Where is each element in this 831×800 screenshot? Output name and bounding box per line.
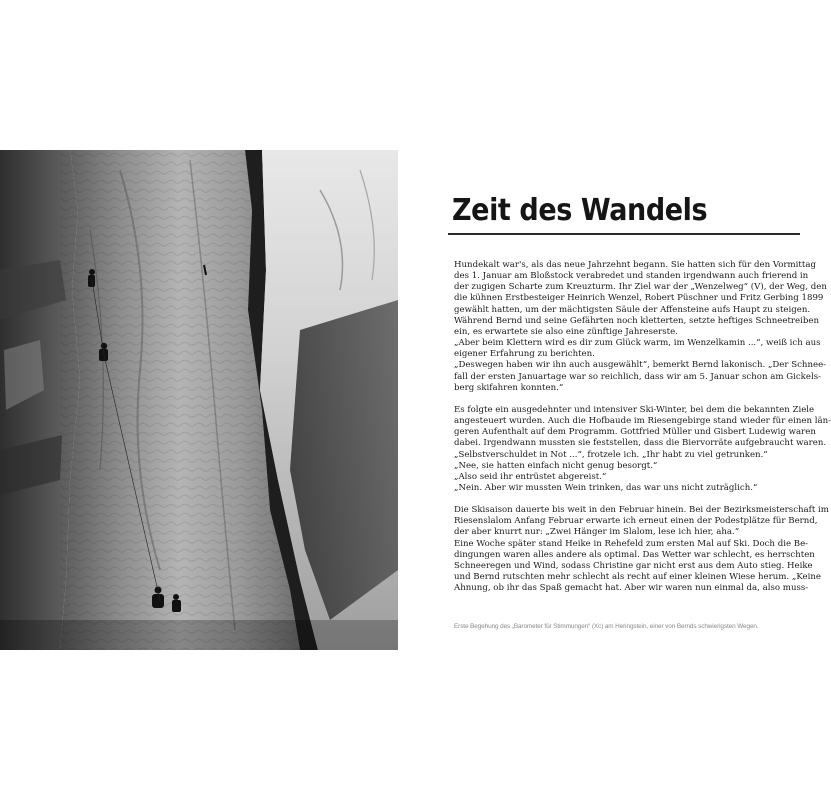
body-line: Eine Woche später stand Heike in Rehefeld zum ersten Mal auf Ski. Doch die Be-: [454, 538, 809, 549]
paragraph-gap: [454, 494, 782, 505]
body-line: berg skifahren konnten.“: [454, 382, 564, 393]
body-line: Die Skisaison dauerte bis weit in den Februar hinein. Bei der Bezirksmeisterschaft im: [454, 505, 829, 516]
body-line: fall der ersten Januartage war so reichlich, dass wir am 5. Januar schon am Gickels-: [454, 371, 822, 382]
body-line: der aber knurrt nur: „Zwei Hänger im Slalom, lese ich hier, aha.“: [454, 527, 740, 538]
body-line: „Also seid ihr entrüstet abgereist.“: [454, 471, 607, 482]
body-line: Schneeregen und Wind, sodass Christine gar nicht erst aus dem Auto stieg. Heike: [454, 560, 813, 571]
body-line: „Deswegen haben wir ihn auch ausgewählt“, bemerkt Bernd lakonisch. „Der Schnee-: [454, 360, 827, 371]
body-line: die kühnen Erstbesteiger Heinrich Wenzel, Robert Püschner und Fritz Gerbing 1899: [454, 293, 824, 304]
body-line: des 1. Januar am Bloßstock verabredet und standen irgendwann auch frierend in: [454, 271, 809, 282]
chapter-title: Zeit des Wandels: [452, 193, 708, 228]
body-line: und Bernd rutschten mehr schlecht als recht auf einer kleinen Wiese herum. „Keine: [454, 572, 821, 583]
body-line: dingungen waren alles andere als optimal. Das Wetter war schlecht, es herrschten: [454, 549, 815, 560]
body-line: Riesenslalom Anfang Februar erwarte ich erneut einen der Podestplätze für Bernd,: [454, 516, 818, 527]
body-line: angesteuert wurden. Auch die Hofbaude im Riesengebirge stand wieder für einen län-: [454, 416, 831, 427]
body-line: Hundekalt war's, als das neue Jahrzehnt begann. Sie hatten sich für den Vormittag: [454, 260, 816, 270]
body-line: Während Bernd und seine Gefährten noch kletterten, setzte heftiges Schneetreiben: [454, 315, 819, 326]
photo-caption: Erste Begehung des „Barometer für Stimmungen“ (Xc) am Heringstein, einer von Bernds schwierigsten Wegen.: [454, 623, 759, 630]
climbing-photo: [0, 150, 398, 650]
body-line: Es folgte ein ausgedehnter und intensiver Ski-Winter, bei dem die bekannten Ziele: [454, 404, 815, 415]
title-divider: [448, 233, 800, 235]
body-line: eigener Erfahrung zu berichten.: [454, 349, 595, 360]
article-body: [454, 260, 831, 594]
body-line: ein, es erwartete sie also eine zünftige Jahreserste.: [454, 326, 678, 337]
body-line: „Selbstverschuldet in Not ...“, frotzele ich. „Ihr habt zu viel getrunken.“: [454, 449, 768, 460]
body-line: geren Aufenthalt auf dem Programm. Gottfried Müller und Gisbert Ludewig waren: [454, 427, 816, 438]
body-line: „Nee, sie hatten einfach nicht genug besorgt.“: [454, 460, 658, 471]
body-line: gewählt hatten, um der mächtigsten Säule der Affensteine aufs Haupt zu steigen.: [454, 304, 811, 315]
body-line: „Aber beim Klettern wird es dir zum Glück warm, im Wenzelkamin ...“, weiß ich aus: [454, 338, 821, 349]
body-line: Ahnung, ob ihr das Spaß gemacht hat. Aber wir waren nun einmal da, also muss-: [454, 583, 809, 594]
body-line: der zugigen Scharte zum Kreuzturm. Ihr Ziel war der „Wenzelweg“ (V), der Weg, den: [454, 282, 827, 293]
body-line: „Nein. Aber wir mussten Wein trinken, das war uns nicht zuträglich.“: [454, 482, 758, 493]
paragraph-gap: [454, 394, 782, 405]
body-line: dabei. Irgendwann mussten sie feststellen, dass die Biervorräte aufgebraucht waren.: [454, 438, 827, 449]
